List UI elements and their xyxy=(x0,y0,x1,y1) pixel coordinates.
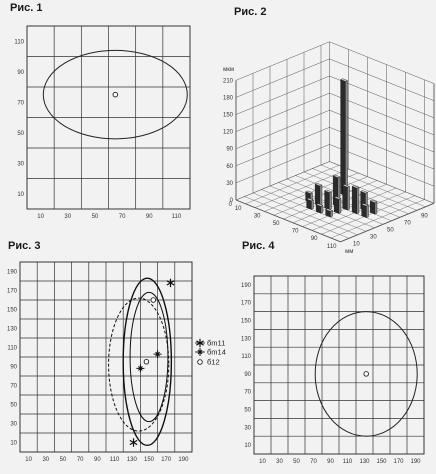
fig2-x-tick: 0 xyxy=(228,202,232,208)
fig3-legend-label: б12 xyxy=(207,357,220,367)
fig4-x-tick: 190 xyxy=(410,459,421,465)
fig2-x-tick: 110 xyxy=(326,243,337,250)
fig2-z-tick-left: 0 xyxy=(229,198,233,204)
fig3-x-tick: 150 xyxy=(143,457,155,463)
fig3-x-tick: 90 xyxy=(94,457,101,463)
fig3-y-tick: 30 xyxy=(10,421,17,428)
fig4-x-tick: 30 xyxy=(276,459,283,465)
fig3-y-tick: 190 xyxy=(6,269,17,276)
fig3-x-tick: 30 xyxy=(42,457,50,463)
fig4-y-tick: 110 xyxy=(241,354,251,361)
fig2-z-tick-left: 90 xyxy=(226,146,233,153)
fig4-y-tick: 10 xyxy=(244,443,251,450)
fig3-x-tick: 190 xyxy=(178,457,189,463)
fig2-x-unit: мм xyxy=(345,248,354,255)
fig3-y-tick: 170 xyxy=(6,288,17,295)
fig4-title: Рис. 4 xyxy=(242,240,275,252)
fig2-z-tick-left: 150 xyxy=(222,112,233,119)
fig3-y-tick: 90 xyxy=(10,364,17,371)
fig1-y-tick: 110 xyxy=(14,39,24,46)
fig4-point xyxy=(364,372,369,377)
fig4-y-tick: 190 xyxy=(240,282,251,289)
fig3-x-tick: 170 xyxy=(161,457,172,463)
fig1-y-tick: 50 xyxy=(17,130,24,137)
fig4-y-tick: 150 xyxy=(240,318,251,325)
fig4-x-tick: 110 xyxy=(342,459,353,465)
fig2-z-tick-left: 210 xyxy=(222,78,233,85)
fig2-x-tick: 30 xyxy=(253,213,261,220)
fig3-y-tick: 110 xyxy=(7,345,17,352)
fig1-x-tick: 90 xyxy=(145,214,153,220)
fig3-legend-label: бm11 xyxy=(207,338,226,348)
fig1-x-tick: 70 xyxy=(118,214,126,220)
fig2-y-tick: 10 xyxy=(353,241,360,248)
fig1-x-tick: 110 xyxy=(171,214,182,220)
fig1-y-tick: 10 xyxy=(17,191,24,198)
fig2-z-tick-left: 180 xyxy=(222,95,233,102)
fig3-x-tick: 130 xyxy=(126,457,137,463)
fig2-x-tick: 90 xyxy=(310,236,318,243)
fig4-y-tick: 170 xyxy=(240,300,251,307)
fig3-y-tick: 10 xyxy=(10,440,17,447)
fig2-x-tick: 10 xyxy=(234,205,242,212)
fig1-y-tick: 30 xyxy=(17,161,24,168)
fig4-y-tick: 30 xyxy=(244,425,251,432)
fig3-y-tick: 50 xyxy=(10,402,17,409)
fig3-y-tick: 130 xyxy=(6,326,17,333)
fig4-x-tick: 70 xyxy=(310,459,317,465)
fig4-y-tick: 50 xyxy=(244,407,251,414)
fig1-title: Рис. 1 xyxy=(10,2,43,14)
fig3-x-tick: 110 xyxy=(109,457,120,463)
fig2-z-tick-left: 60 xyxy=(226,163,233,170)
fig4-y-tick: 90 xyxy=(244,371,251,378)
fig3-x-tick: 10 xyxy=(25,457,32,463)
fig2-y-tick: 90 xyxy=(421,213,428,220)
fig2-y-tick: 30 xyxy=(370,234,377,241)
fig2-z-tick-left: 30 xyxy=(226,180,233,187)
fig2-x-tick: 50 xyxy=(272,221,280,227)
fig3-x-tick: 70 xyxy=(76,457,84,463)
fig1-x-tick: 10 xyxy=(37,214,44,220)
fig2-title: Рис. 2 xyxy=(234,6,267,18)
fig2-y-tick: 50 xyxy=(387,227,394,234)
fig3-title: Рис. 3 xyxy=(8,240,41,252)
fig3-y-tick: 70 xyxy=(10,383,17,390)
fig3-y-tick: 150 xyxy=(6,307,17,314)
fig4-x-tick: 50 xyxy=(293,459,300,465)
fig3-x-tick: 50 xyxy=(59,457,67,463)
fig2-z-tick-left: 120 xyxy=(222,129,233,136)
fig4-x-tick: 150 xyxy=(376,459,387,465)
fig3-legend-label: бm14 xyxy=(207,347,226,357)
fig2-x-tick: 70 xyxy=(291,228,299,235)
fig1-y-tick: 90 xyxy=(17,69,24,76)
fig1-y-tick: 70 xyxy=(17,100,24,107)
fig4-x-tick: 130 xyxy=(359,459,370,465)
fig2-y-tick: 70 xyxy=(404,220,411,227)
fig4-y-tick: 70 xyxy=(244,389,251,396)
fig4-x-tick: 90 xyxy=(327,459,334,465)
fig1-x-tick: 30 xyxy=(64,214,72,220)
fig4-x-tick: 170 xyxy=(393,459,404,465)
fig4-x-tick: 10 xyxy=(259,459,266,465)
fig1-x-tick: 50 xyxy=(91,214,99,220)
fig2-z-unit-left: мкм xyxy=(223,66,234,73)
fig4-y-tick: 130 xyxy=(240,336,251,343)
